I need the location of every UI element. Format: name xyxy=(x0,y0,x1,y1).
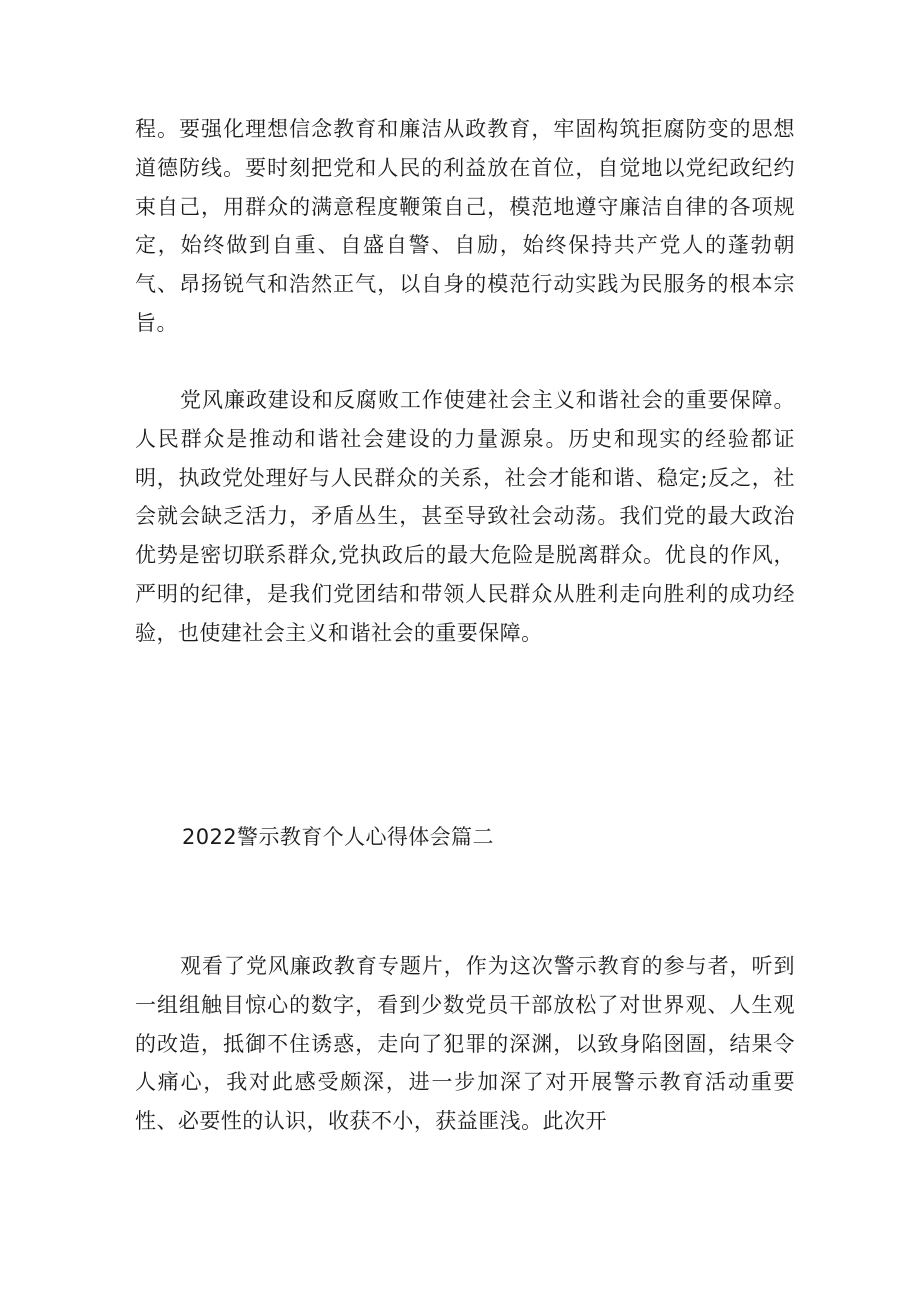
paragraph-continuation: 程。要强化理想信念教育和廉洁从政教育，牢固构筑拒腐防变的思想道德防线。要时刻把党和人民的利益放在首位，自觉地以党纪政纪约束自己，用群众的满意程度鞭策自己，模范地遵守廉洁自律的各项规定，始终做到自重、自盛自警、自励，始终保持共产党人的蓬勃朝气、昂扬锐气和浩然正气，以自身的模范行动实践为民服务的根本宗旨。 xyxy=(135,117,795,335)
section-heading: 2022警示教育个人心得体会篇二 xyxy=(182,825,494,849)
paragraph-harmony: 党风廉政建设和反腐败工作使建社会主义和谐社会的重要保障。人民群众是推动和谐社会建设的力量源泉。历史和现实的经验都证明，执政党处理好与人民群众的关系，社会才能和谐、稳定;反之，社会就会缺乏活力，矛盾丛生，甚至导致社会动荡。我们党的最大政治优势是密切联系群众,党执政后的最大危险是脱离群众。优良的作风，严明的纪律，是我们党团结和带领人民群众从胜利走向胜利的成功经验，也使建社会主义和谐社会的重要保障。 xyxy=(135,388,795,645)
paragraph-warning-education: 观看了党风廉政教育专题片，作为这次警示教育的参与者，听到一组组触目惊心的数字，看到少数党员干部放松了对世界观、人生观的改造，抵御不住诱惑，走向了犯罪的深渊，以致身陷囹圄，结果令人痛心，我对此感受颇深，进一步加深了对开展警示教育活动重要性、必要性的认识，收获不小，获益匪浅。此次开 xyxy=(135,954,795,1134)
